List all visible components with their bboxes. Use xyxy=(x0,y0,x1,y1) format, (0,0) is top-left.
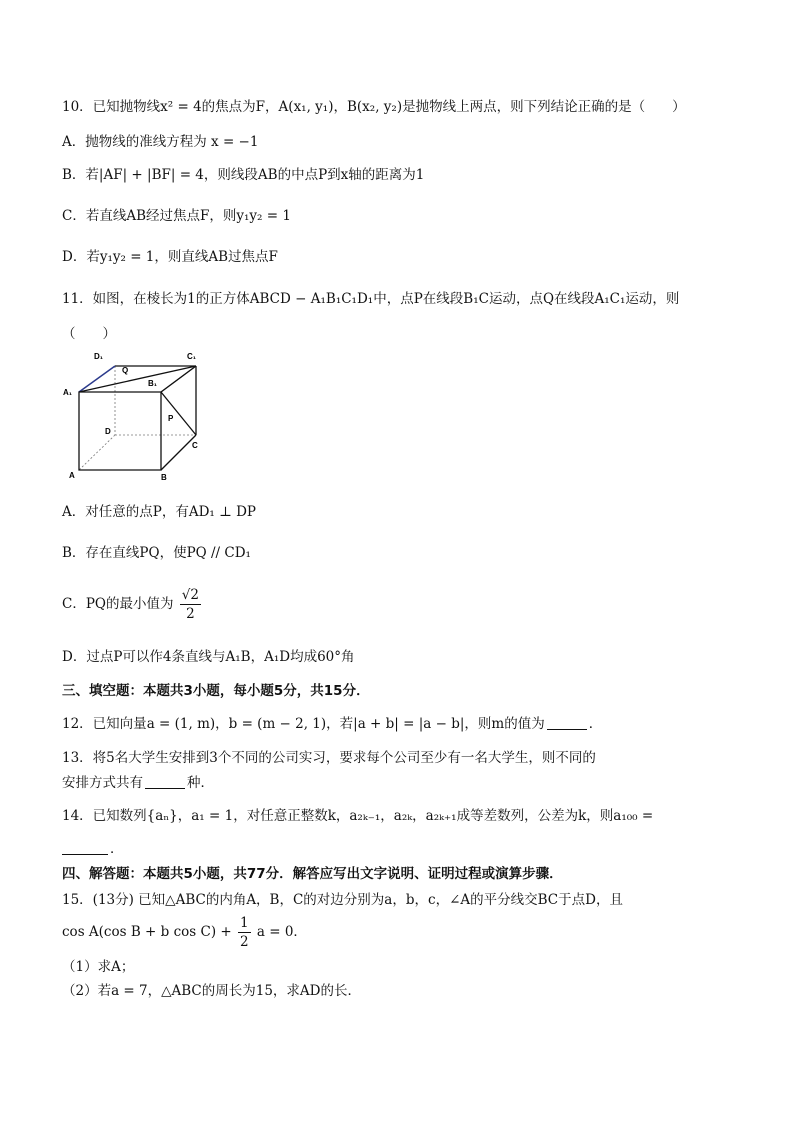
q11-stem: 11．如图，在棱长为1的正方体ABCD − A₁B₁C₁D₁中，点P在线段B₁C运动，点Q在线段A₁C₁运动，则 xyxy=(62,291,680,307)
q11-option-b: B．存在直线PQ，使PQ // CD₁ xyxy=(62,545,251,561)
q14-line1: 14．已知数列{aₙ}，a₁ = 1，对任意正整数k，a₂ₖ₋₁，a₂ₖ，a₂ₖ₊₁成等差数列，公差为k，则a₁₀₀ = xyxy=(62,808,654,824)
label-d: D xyxy=(105,427,111,436)
q11-option-c-prefix: C．PQ的最小值为 xyxy=(62,596,174,612)
q15-part2: （2）若a = 7，△ABC的周长为15，求AD的长． xyxy=(62,983,362,999)
q12 xyxy=(62,714,602,734)
q10-option-a: A．抛物线的准线方程为 x = −1 xyxy=(62,134,259,150)
q13-line2 xyxy=(62,773,214,793)
label-a: A xyxy=(69,471,75,480)
label-q: Q xyxy=(122,366,129,375)
q15-eq-den: 2 xyxy=(239,934,249,950)
q15-eq-suffix: a = 0． xyxy=(256,924,307,940)
q11-option-c-den: 2 xyxy=(186,606,195,622)
q13-suffix: 种． xyxy=(187,775,214,791)
q10-stem: 10．已知抛物线x² = 4的焦点为F，A(x₁, y₁)，B(x₂, y₂)是抛物线上两点，则下列结论正确的是（ ） xyxy=(62,99,686,115)
q15-equation xyxy=(62,914,307,951)
q11-option-c-fraction xyxy=(180,586,201,623)
q14-answer-blank[interactable] xyxy=(62,840,108,855)
q15-eq-prefix: cos A(cos B + b cos C) + xyxy=(62,924,232,940)
q10-option-b: B．若|AF| + |BF| = 4，则线段AB的中点P到x轴的距离为1 xyxy=(62,167,425,183)
q15-part1: （1）求A； xyxy=(62,959,135,975)
q13-line1: 13．将5名大学生安排到3个不同的公司实习，要求每个公司至少有一名大学生，则不同的 xyxy=(62,750,596,766)
label-b1: B₁ xyxy=(148,379,158,388)
label-d1: D₁ xyxy=(94,352,104,361)
label-c: C xyxy=(192,441,198,450)
q10-option-c: C．若直线AB经过焦点F，则y₁y₂ = 1 xyxy=(62,208,291,224)
q12-body: a = (1, m)，b = (m − 2, 1)，若|a + b| = |a − b|，则m的值为 xyxy=(146,716,545,732)
label-c1: C₁ xyxy=(187,352,197,361)
q15-eq-num: 1 xyxy=(239,915,249,931)
q12-prefix: 12．已知向量 xyxy=(62,716,147,732)
label-a1: A₁ xyxy=(63,388,73,397)
q11-paren: （ ） xyxy=(62,326,116,342)
q11-option-d: D．过点P可以作4条直线与A₁B，A₁D均成60°角 xyxy=(62,649,355,665)
cube-figure xyxy=(60,348,210,483)
q12-suffix: ． xyxy=(588,716,603,732)
q14-suffix: ． xyxy=(110,841,124,857)
q15-stem: 15．(13分) 已知△ABC的内角A，B，C的对边分别为a，b，c，∠A的平分线交BC于点D，且 xyxy=(62,892,623,908)
section-4-heading: 四、解答题：本题共5小题，共77分．解答应写出文字说明、证明过程或演算步骤． xyxy=(62,866,563,882)
q12-answer-blank[interactable] xyxy=(547,715,587,730)
q11-option-a: A．对任意的点P，有AD₁ ⊥ DP xyxy=(62,504,257,520)
label-p: P xyxy=(168,414,174,423)
q14-line2 xyxy=(62,839,124,859)
q10-option-d: D．若y₁y₂ = 1，则直线AB过焦点F xyxy=(62,249,278,265)
q13-answer-blank[interactable] xyxy=(145,774,185,789)
q15-eq-fraction xyxy=(238,914,251,951)
q11-option-c xyxy=(62,586,203,623)
label-b: B xyxy=(161,473,167,482)
section-3-heading: 三、填空题：本题共3小题，每小题5分，共15分． xyxy=(62,683,370,699)
q13-prefix: 安排方式共有 xyxy=(62,775,143,791)
q11-option-c-num: √2 xyxy=(181,587,199,603)
